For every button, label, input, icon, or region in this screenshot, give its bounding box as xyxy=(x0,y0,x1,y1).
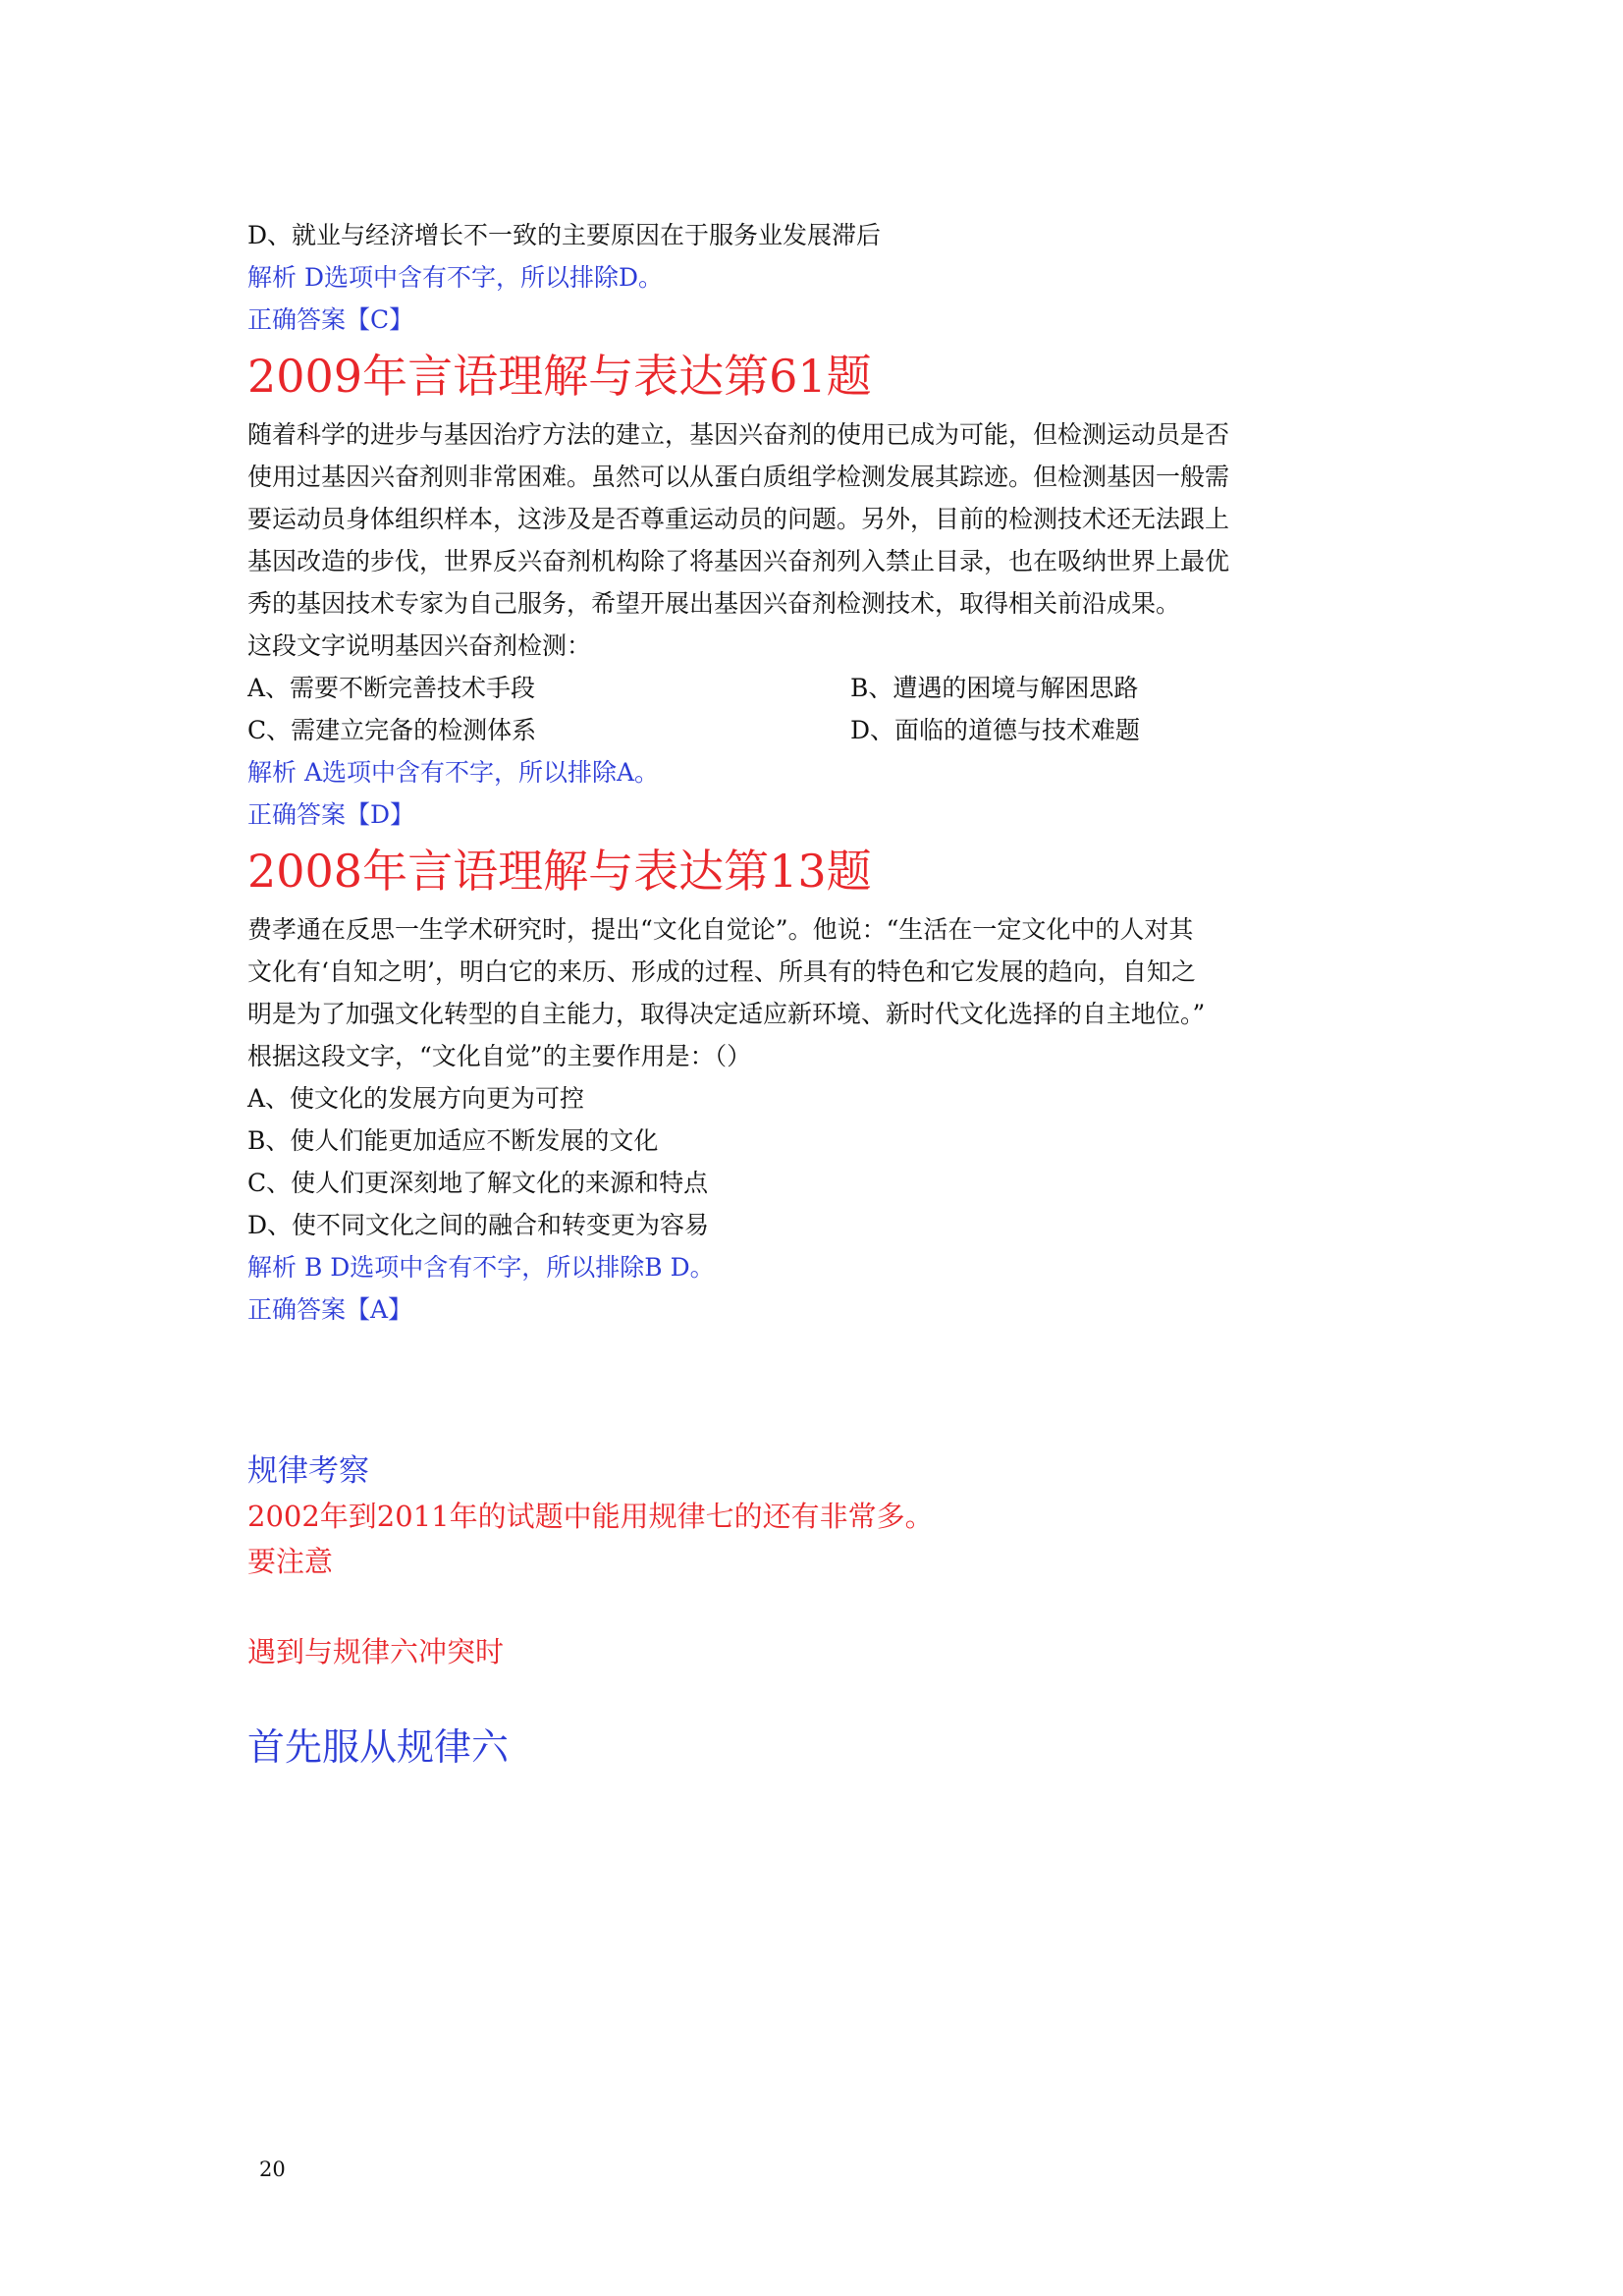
option-d: D、就业与经济增长不一致的主要原因在于服务业发展滞后 xyxy=(247,221,882,249)
option-a: A、使文化的发展方向更为可控 xyxy=(247,1084,585,1113)
conclusion-note: 首先服从规律六 xyxy=(247,1725,510,1769)
answer-text: 正确答案【C】 xyxy=(247,305,414,334)
question-passage xyxy=(247,908,1327,1035)
passage-line: 秀的基因技术专家为自己服务，希望开展出基因兴奋剂检测技术，取得相关前沿成果。 xyxy=(247,589,1181,618)
passage-line: 要运动员身体组织样本，这涉及是否尊重运动员的问题。另外，目前的检测技术还无法跟上 xyxy=(247,505,1230,533)
option-d: D、面临的道德与技术难题 xyxy=(850,716,1141,744)
question-passage xyxy=(247,413,1327,625)
passage-line: 文化有‘自知之明’，明白它的来历、形成的过程、所具有的特色和它发展的趋向，自知之 xyxy=(247,957,1196,986)
rule-statement: 2002年到2011年的试题中能用规律七的还有非常多。 xyxy=(247,1500,934,1533)
passage-line: 费孝通在反思一生学术研究时，提出“文化自觉论”。他说：“生活在一定文化中的人对其 xyxy=(247,915,1194,944)
document-page xyxy=(247,214,1327,1775)
option-c: C、需建立完备的检测体系 xyxy=(247,716,537,744)
passage-line: 随着科学的进步与基因治疗方法的建立，基因兴奋剂的使用已成为可能，但检测运动员是否 xyxy=(247,420,1230,449)
passage-line: 使用过基因兴奋剂则非常困难。虽然可以从蛋白质组学检测发展其踪迹。但检测基因一般需 xyxy=(247,463,1230,491)
option-c: C、使人们更深刻地了解文化的来源和特点 xyxy=(247,1169,709,1197)
answer-options xyxy=(247,667,1327,751)
analysis-text: 解析 B D选项中含有不字，所以排除B D。 xyxy=(247,1253,715,1282)
answer-text: 正确答案【D】 xyxy=(247,800,415,829)
analysis-text: 解析 A选项中含有不字，所以排除A。 xyxy=(247,758,660,787)
rule-check-label: 规律考察 xyxy=(247,1453,369,1489)
answer-text: 正确答案【A】 xyxy=(247,1295,413,1324)
option-b: B、使人们能更加适应不断发展的文化 xyxy=(247,1126,659,1155)
attention-note: 要注意 xyxy=(247,1545,334,1578)
question-heading: 2009年言语理解与表达第61题 xyxy=(247,350,872,403)
passage-line: 明是为了加强文化转型的自主能力，取得决定适应新环境、新时代文化选择的自主地位。” xyxy=(247,1000,1206,1028)
question-heading: 2008年言语理解与表达第13题 xyxy=(247,845,872,898)
conflict-note: 遇到与规律六冲突时 xyxy=(247,1635,505,1668)
option-b: B、遭遇的困境与解困思路 xyxy=(850,674,1139,702)
page-number: 20 xyxy=(259,2158,286,2181)
passage-line: 基因改造的步伐，世界反兴奋剂机构除了将基因兴奋剂列入禁止目录，也在吸纳世界上最优 xyxy=(247,547,1230,575)
analysis-text: 解析 D选项中含有不字，所以排除D。 xyxy=(247,263,664,292)
option-d: D、使不同文化之间的融合和转变更为容易 xyxy=(247,1211,710,1239)
option-a: A、需要不断完善技术手段 xyxy=(247,674,536,702)
question-prompt: 根据这段文字，“文化自觉”的主要作用是：（） xyxy=(247,1042,752,1070)
question-prompt: 这段文字说明基因兴奋剂检测： xyxy=(247,631,592,660)
